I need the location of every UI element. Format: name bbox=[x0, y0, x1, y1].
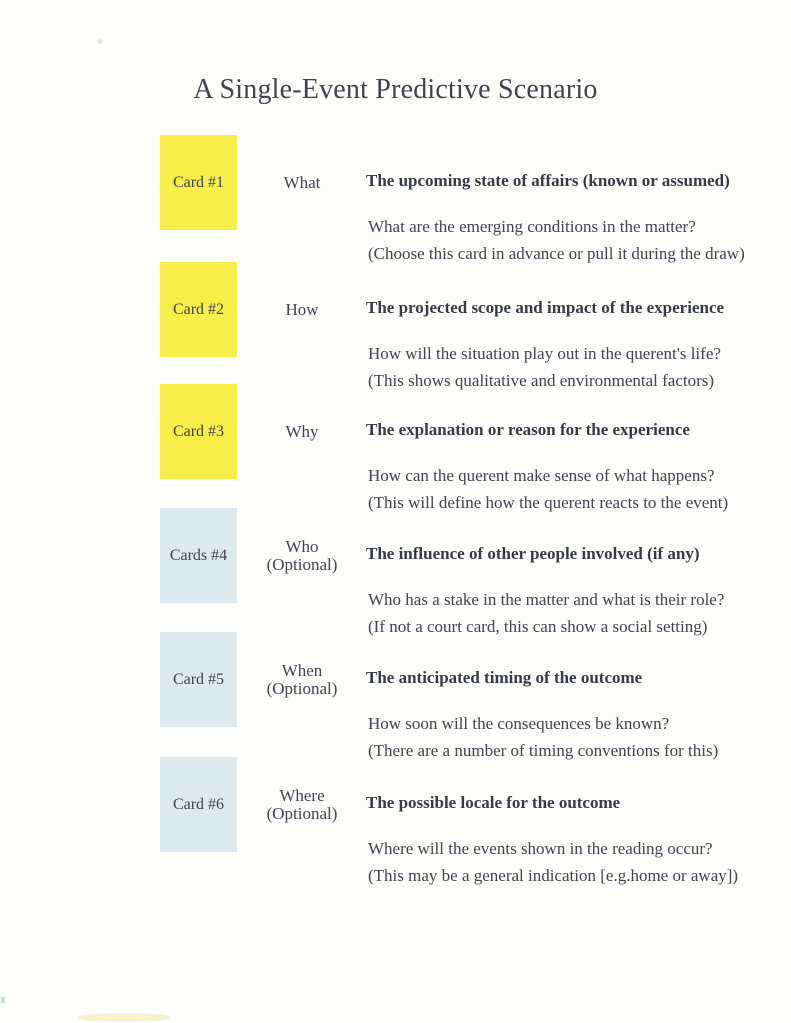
detail-line: Who has a stake in the matter and what is their role? bbox=[368, 590, 725, 609]
question-word bbox=[248, 135, 356, 230]
detail-line: What are the emerging conditions in the matter? bbox=[368, 217, 696, 236]
detail-line: Where will the events shown in the reading occur? bbox=[368, 839, 713, 858]
detail-line: (Choose this card in advance or pull it during the draw) bbox=[368, 244, 745, 263]
question-qualifier: (Optional) bbox=[266, 678, 338, 698]
detail-line: How will the situation play out in the querent's life? bbox=[368, 344, 721, 363]
card-label: Card #1 bbox=[172, 173, 225, 191]
table-row bbox=[0, 384, 791, 512]
row-heading: The projected scope and impact of the experience bbox=[366, 298, 725, 317]
card-box bbox=[160, 384, 237, 479]
question-word bbox=[248, 757, 356, 852]
question-text: When bbox=[281, 660, 323, 680]
question-text: Where bbox=[279, 785, 325, 805]
question-word bbox=[248, 508, 356, 603]
card-box bbox=[160, 757, 237, 852]
question-word bbox=[248, 384, 356, 479]
card-label: Card #6 bbox=[172, 795, 225, 813]
detail-line: (This will define how the querent reacts to the event) bbox=[368, 493, 729, 512]
detail-line: How soon will the consequences be known? bbox=[368, 714, 670, 733]
table-row bbox=[0, 757, 791, 885]
row-heading: The influence of other people involved (if any) bbox=[366, 544, 700, 563]
question-qualifier: (Optional) bbox=[266, 554, 338, 574]
card-box bbox=[160, 262, 237, 357]
table-row bbox=[0, 632, 791, 760]
detail-line: (This shows qualitative and environmental factors) bbox=[368, 371, 715, 390]
question-text: How bbox=[285, 299, 319, 319]
row-heading: The anticipated timing of the outcome bbox=[366, 668, 643, 687]
detail-line: How can the querent make sense of what happens? bbox=[368, 466, 715, 485]
page-title: A Single-Event Predictive Scenario bbox=[193, 74, 598, 105]
row-detail bbox=[368, 710, 788, 764]
table-row bbox=[0, 508, 791, 636]
table-row bbox=[0, 135, 791, 263]
card-label: Card #5 bbox=[172, 670, 225, 688]
row-heading: The explanation or reason for the experience bbox=[366, 420, 690, 439]
row-heading: The possible locale for the outcome bbox=[366, 793, 621, 812]
card-box bbox=[160, 135, 237, 230]
card-box bbox=[160, 508, 237, 603]
detail-line: (There are a number of timing conventions for this) bbox=[368, 741, 719, 760]
card-label: Cards #4 bbox=[169, 546, 228, 564]
question-text: What bbox=[283, 172, 321, 192]
question-word bbox=[248, 632, 356, 727]
scan-artifact bbox=[98, 39, 102, 44]
card-label: Card #3 bbox=[172, 422, 225, 440]
card-label: Card #2 bbox=[172, 300, 225, 318]
detail-line: (This may be a general indication [e.g.home or away]) bbox=[368, 866, 739, 885]
row-detail bbox=[368, 835, 788, 889]
card-box bbox=[160, 632, 237, 727]
question-word bbox=[248, 262, 356, 357]
question-qualifier: (Optional) bbox=[266, 803, 338, 823]
table-row bbox=[0, 262, 791, 390]
scan-artifact bbox=[78, 1013, 170, 1022]
question-text: Who bbox=[285, 536, 319, 556]
row-detail bbox=[368, 213, 788, 267]
detail-line: (If not a court card, this can show a social setting) bbox=[368, 617, 708, 636]
scan-artifact bbox=[1, 997, 5, 1003]
row-heading: The upcoming state of affairs (known or assumed) bbox=[366, 171, 730, 190]
question-text: Why bbox=[285, 421, 319, 441]
